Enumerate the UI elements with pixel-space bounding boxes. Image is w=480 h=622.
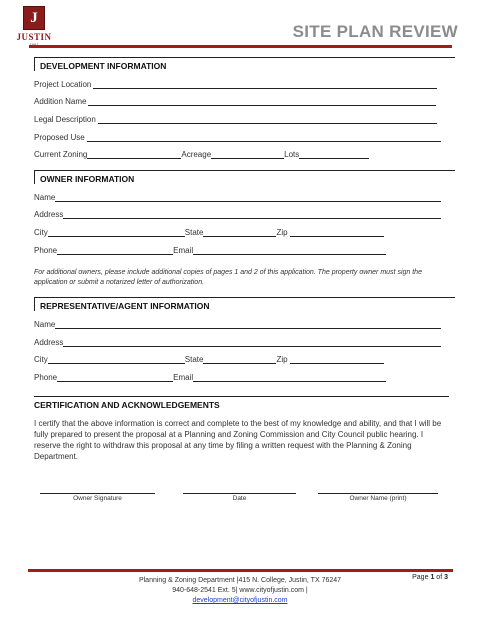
certification-heading-text: CERTIFICATION AND ACKNOWLEDGEMENTS bbox=[34, 400, 220, 410]
proposed-use-label: Proposed Use bbox=[34, 133, 85, 142]
date-caption: Date bbox=[232, 495, 247, 502]
legal-description-row bbox=[34, 115, 437, 124]
owner-phone-label: Phone bbox=[34, 246, 58, 255]
page-prefix: Page bbox=[412, 574, 429, 581]
owner-address-label: Address bbox=[34, 210, 64, 219]
date-line[interactable] bbox=[183, 493, 296, 494]
rep-state-field[interactable] bbox=[203, 355, 276, 364]
owner-name-label: Name bbox=[34, 193, 56, 202]
owner-zip-label: Zip bbox=[276, 228, 288, 237]
logo-badge bbox=[23, 6, 45, 30]
page-total: 3 bbox=[444, 574, 448, 581]
rep-zip-field[interactable] bbox=[290, 355, 384, 364]
owner-city-label: City bbox=[34, 228, 48, 237]
owner-name-print-caption: Owner Name (print) bbox=[349, 495, 407, 502]
owner-address-row bbox=[34, 210, 441, 219]
rep-name-label: Name bbox=[34, 320, 56, 329]
rep-zip-label: Zip bbox=[276, 355, 288, 364]
rep-city-field[interactable] bbox=[48, 355, 185, 364]
rep-email-label: Email bbox=[173, 373, 194, 382]
rep-address-row bbox=[34, 338, 441, 347]
rep-name-row bbox=[34, 320, 441, 329]
owner-section-heading bbox=[34, 170, 455, 184]
owner-phone-row bbox=[34, 246, 386, 255]
owner-email-field[interactable] bbox=[193, 246, 386, 255]
proposed-use-field[interactable] bbox=[87, 133, 441, 142]
footer-email-link[interactable]: development@cityofjustin.com bbox=[192, 597, 288, 604]
proposed-use-row bbox=[34, 133, 441, 142]
city-logo bbox=[14, 6, 54, 46]
current-zoning-label: Current Zoning bbox=[34, 150, 88, 159]
legal-description-field[interactable] bbox=[98, 115, 437, 124]
owner-heading-text: OWNER INFORMATION bbox=[40, 174, 135, 184]
development-heading-text: DEVELOPMENT INFORMATION bbox=[40, 61, 167, 71]
acreage-label: Acreage bbox=[181, 150, 212, 159]
rep-address-field[interactable] bbox=[63, 338, 441, 347]
addition-name-label: Addition Name bbox=[34, 97, 87, 106]
rep-name-field[interactable] bbox=[55, 320, 441, 329]
footer-divider bbox=[28, 569, 453, 572]
rep-address-label: Address bbox=[34, 338, 64, 347]
footer bbox=[0, 576, 480, 606]
rep-city-label: City bbox=[34, 355, 48, 364]
page-number bbox=[412, 574, 448, 581]
certification-text: I certify that the above information is correct and complete to the best of my knowledge and ability, and that I will be fully prepared to present the proposal at a Planning and Zoning Commission and City Council public hearing. I reserve the right to withdraw this proposal at any time by filing a written request with the Planning & Zoning Department. bbox=[34, 419, 442, 461]
owner-name-field[interactable] bbox=[55, 193, 441, 202]
owner-zip-field[interactable] bbox=[290, 228, 384, 237]
header-divider bbox=[29, 45, 452, 48]
logo-name: JUSTIN bbox=[16, 32, 52, 42]
logo-letter: J bbox=[30, 9, 38, 26]
addition-name-row bbox=[34, 97, 436, 106]
owner-note: For additional owners, please include additional copies of pages 1 and 2 of this application. The property owner must sign the application or submit a notarized letter of authorization. bbox=[34, 269, 422, 286]
page-title: SITE PLAN REVIEW bbox=[292, 22, 458, 41]
project-location-row bbox=[34, 80, 437, 89]
certification-section-heading bbox=[34, 396, 449, 410]
page-of: of bbox=[436, 574, 443, 581]
owner-state-field[interactable] bbox=[203, 228, 276, 237]
owner-name-row bbox=[34, 193, 441, 202]
rep-phone-field[interactable] bbox=[57, 373, 173, 382]
owner-phone-field[interactable] bbox=[57, 246, 173, 255]
acreage-field[interactable] bbox=[211, 150, 284, 159]
owner-signature-caption: Owner Signature bbox=[73, 495, 122, 502]
footer-phone-web: 940-648-2541 Ext. 5| www.cityofjustin.com | bbox=[172, 587, 308, 594]
project-location-label: Project Location bbox=[34, 80, 92, 89]
legal-description-label: Legal Description bbox=[34, 115, 96, 124]
zoning-row bbox=[34, 150, 369, 159]
lots-field[interactable] bbox=[299, 150, 369, 159]
rep-phone-row bbox=[34, 373, 386, 382]
owner-address-field[interactable] bbox=[63, 210, 441, 219]
project-location-field[interactable] bbox=[93, 80, 437, 89]
addition-name-field[interactable] bbox=[88, 97, 436, 106]
owner-email-label: Email bbox=[173, 246, 194, 255]
owner-signature-line[interactable] bbox=[40, 493, 155, 494]
rep-email-field[interactable] bbox=[193, 373, 386, 382]
representative-heading-text: REPRESENTATIVE/AGENT INFORMATION bbox=[40, 301, 210, 311]
current-zoning-field[interactable] bbox=[87, 150, 181, 159]
rep-city-row bbox=[34, 355, 384, 364]
owner-city-field[interactable] bbox=[48, 228, 185, 237]
owner-city-row bbox=[34, 228, 384, 237]
rep-state-label: State bbox=[184, 355, 204, 364]
owner-state-label: State bbox=[184, 228, 204, 237]
lots-label: Lots bbox=[284, 150, 300, 159]
representative-section-heading bbox=[34, 297, 455, 311]
rep-phone-label: Phone bbox=[34, 373, 58, 382]
page-current: 1 bbox=[430, 574, 435, 581]
footer-address: Planning & Zoning Department |415 N. College, Justin, TX 76247 bbox=[138, 577, 342, 584]
development-section-heading bbox=[34, 57, 455, 71]
owner-name-print-line[interactable] bbox=[318, 493, 438, 494]
